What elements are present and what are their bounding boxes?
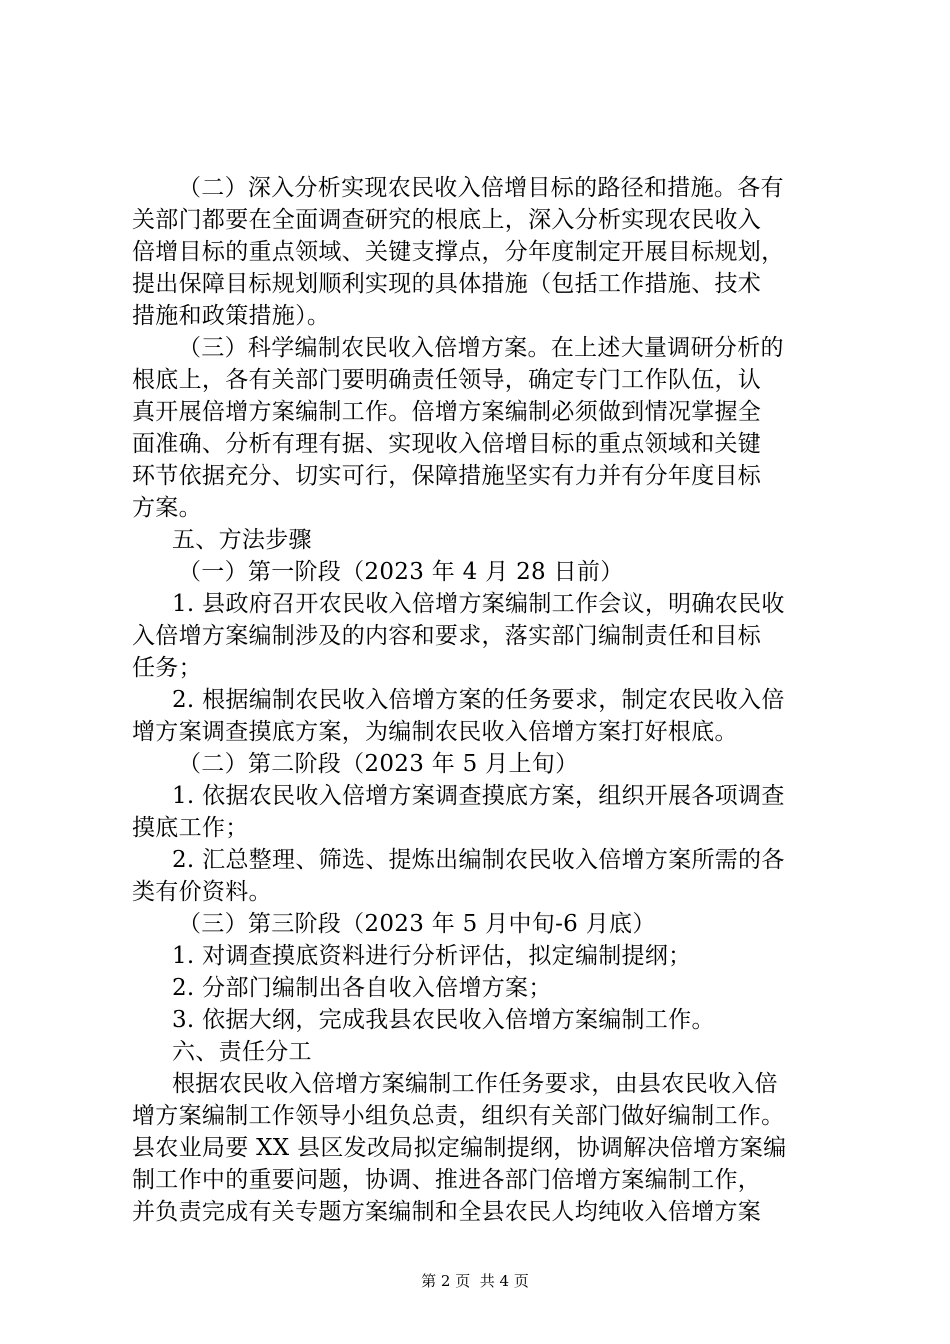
- page-number: 第 2 页 共 4 页: [421, 1272, 529, 1290]
- paragraph-line: 类有价资料。: [132, 879, 272, 905]
- paragraph-line: 增方案编制工作领导小组负总责，组织有关部门做好编制工作。: [132, 1103, 785, 1129]
- paragraph-line: 根底上，各有关部门要明确责任领导，确定专门工作队伍，认: [132, 367, 762, 393]
- paragraph-line: 入倍增方案编制涉及的内容和要求，落实部门编制责任和目标: [132, 623, 762, 649]
- paragraph-line: 任务；: [132, 655, 202, 681]
- paragraph-line: 2. 分部门编制出各自收入倍增方案；: [172, 975, 552, 1001]
- paragraph-line: 并负责完成有关专题方案编制和全县农民人均纯收入倍增方案: [132, 1199, 762, 1225]
- paragraph-line: 倍增目标的重点领域、关键支撑点，分年度制定开展目标规划，: [132, 239, 785, 265]
- paragraph-line: 1. 依据农民收入倍增方案调查摸底方案，组织开展各项调查: [172, 783, 785, 809]
- paragraph-line: （二）深入分析实现农民收入倍增目标的路径和措施。各有: [178, 175, 784, 201]
- document-body: [132, 172, 832, 1228]
- subsection-heading: （二）第二阶段（2023 年 5 月上旬）: [178, 751, 579, 777]
- paragraph-line: 增方案调查摸底方案，为编制农民收入倍增方案打好根底。: [132, 719, 738, 745]
- subsection-heading: （一）第一阶段（2023 年 4 月 28 日前）: [178, 559, 624, 585]
- paragraph-line: 提出保障目标规划顺利实现的具体措施（包括工作措施、技术: [132, 271, 762, 297]
- subsection-heading: （三）第三阶段（2023 年 5 月中旬-6 月底）: [178, 911, 656, 937]
- section-heading: 六、责任分工: [172, 1039, 312, 1065]
- paragraph-line: 1. 县政府召开农民收入倍增方案编制工作会议，明确农民收: [172, 591, 785, 617]
- paragraph-line: 根据农民收入倍增方案编制工作任务要求，由县农民收入倍: [172, 1071, 778, 1097]
- paragraph-line: 真开展倍增方案编制工作。倍增方案编制必须做到情况掌握全: [132, 399, 762, 425]
- paragraph-line: 方案。: [132, 495, 202, 521]
- paragraph-line: 3. 依据大纲，完成我县农民收入倍增方案编制工作。: [172, 1007, 715, 1033]
- paragraph-line: 2. 汇总整理、筛选、提炼出编制农民收入倍增方案所需的各: [172, 847, 785, 873]
- paragraph-line: 环节依据充分、切实可行，保障措施坚实有力并有分年度目标: [132, 463, 762, 489]
- paragraph-line: 县农业局要 XX 县区发改局拟定编制提纲，协调解决倍增方案编: [132, 1135, 787, 1161]
- paragraph-line: 措施和政策措施）。: [132, 303, 331, 329]
- page-footer: [0, 1271, 950, 1291]
- section-heading: 五、方法步骤: [172, 527, 312, 553]
- paragraph-line: 制工作中的重要问题，协调、推进各部门倍增方案编制工作，: [132, 1167, 762, 1193]
- paragraph-line: 面准确、分析有理有据、实现收入倍增目标的重点领域和关键: [132, 431, 762, 457]
- paragraph-line: 摸底工作；: [132, 815, 249, 841]
- paragraph-line: （三）科学编制农民收入倍增方案。在上述大量调研分析的: [178, 335, 784, 361]
- paragraph-line: 2. 根据编制农民收入倍增方案的任务要求，制定农民收入倍: [172, 687, 785, 713]
- paragraph-line: 关部门都要在全面调查研究的根底上，深入分析实现农民收入: [132, 207, 762, 233]
- paragraph-line: 1. 对调查摸底资料进行分析评估，拟定编制提纲；: [172, 943, 692, 969]
